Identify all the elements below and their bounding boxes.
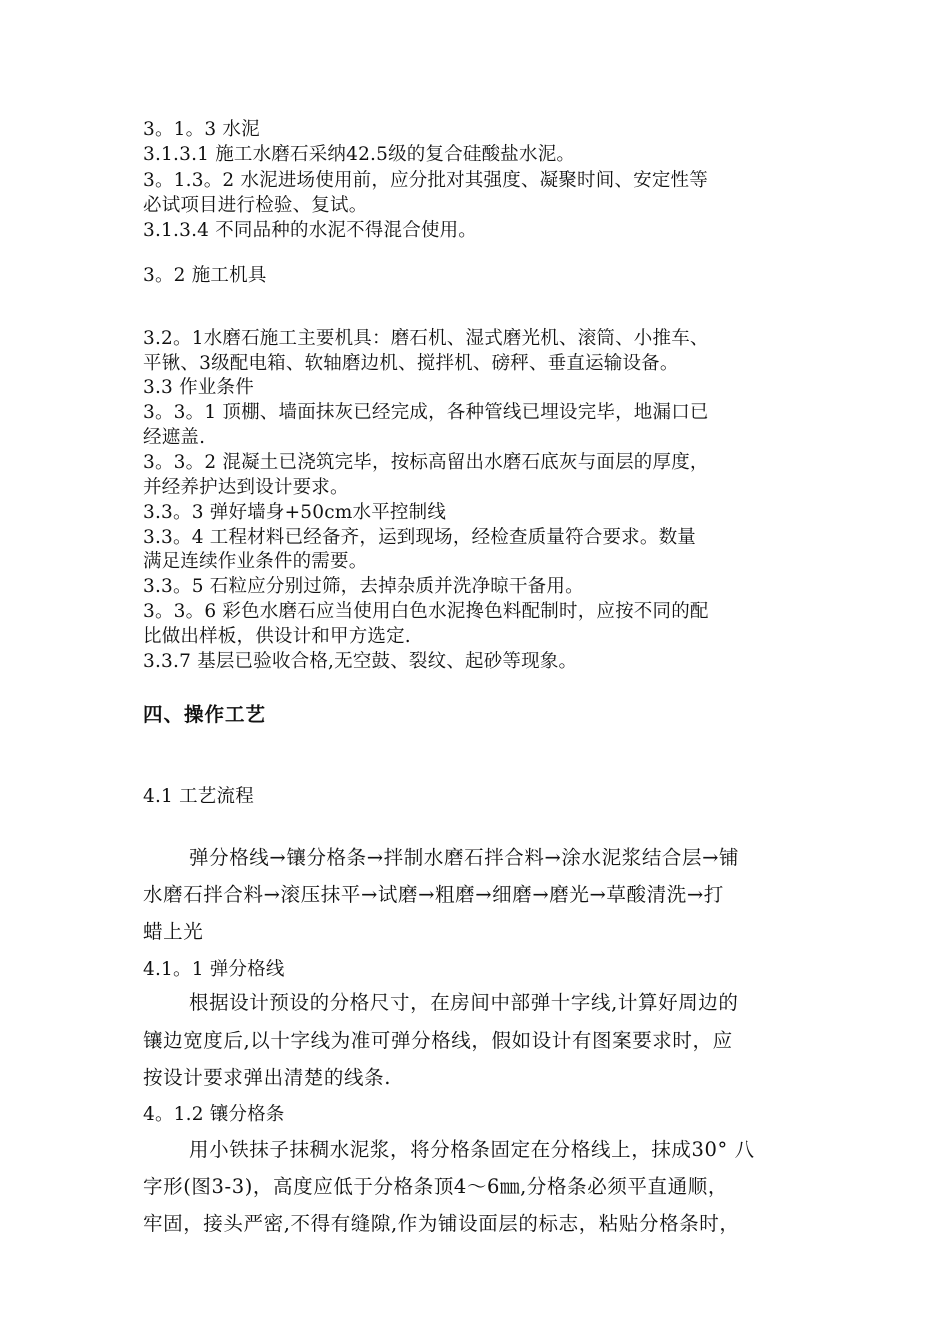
section-4-1-1-line1: 根据设计预设的分格尺寸，在房间中部弹十字线,计算好周边的	[189, 991, 739, 1014]
section-3-2-1-line1: 3.2。1水磨石施工主要机具：磨石机、湿式磨光机、滚筒、小推车、	[143, 328, 709, 349]
section-3-3-6-line1: 3。3。6 彩色水磨石应当使用白色水泥搀色料配制时，应按不同的配	[143, 601, 709, 622]
section-3-3-2-line1: 3。3。2 混凝土已浇筑完毕，按标高留出水磨石底灰与面层的厚度，	[143, 452, 709, 473]
section-3-3-1-line2: 经遮盖.	[143, 427, 206, 448]
section-3-3-6-line2: 比做出样板，供设计和甲方选定.	[143, 626, 411, 647]
section-4-1-1-line3: 按设计要求弹出清楚的线条.	[143, 1066, 391, 1089]
section-3-3-4-line1: 3.3。4 工程材料已经备齐，运到现场，经检查质量符合要求。数量	[143, 527, 696, 548]
flow-line-2: 水磨石拌合料→滚压抹平→试磨→粗磨→细磨→磨光→草酸清洗→打	[143, 883, 724, 906]
section-4-1-2-title: 4。1.2 镶分格条	[143, 1104, 285, 1125]
section-3-1-3-title: 3。1。3 水泥	[143, 119, 260, 140]
section-4-1-2-line2: 字形(图3-3)，高度应低于分格条顶4～6㎜,分格条必须平直通顺，	[143, 1175, 728, 1198]
section-3-1-3-4: 3.1.3.4 不同品种的水泥不得混合使用。	[143, 220, 478, 241]
flow-line-3: 蜡上光	[143, 920, 204, 943]
section-3-1-3-1: 3.1.3.1 施工水磨石采纳42.5级的复合硅酸盐水泥。	[143, 144, 576, 165]
section-3-3-5: 3.3。5 石粒应分别过筛，去掉杂质并洗净晾干备用。	[143, 576, 584, 597]
section-3-3-4-line2: 满足连续作业条件的需要。	[143, 551, 368, 572]
flow-line-1: 弹分格线→镶分格条→拌制水磨石拌合料→涂水泥浆结合层→铺	[189, 846, 740, 869]
section-3-3-7: 3.3.7 基层已验收合格,无空鼓、裂纹、起砂等现象。	[143, 651, 578, 672]
section-3-2-1-line2: 平锹、3级配电箱、软轴磨边机、搅拌机、磅秤、垂直运输设备。	[143, 353, 679, 374]
section-3-3-title: 3.3 作业条件	[143, 377, 254, 398]
section-4-1-2-line3: 牢固，接头严密,不得有缝隙,作为铺设面层的标志，粘贴分格条时，	[143, 1212, 740, 1235]
section-3-3-1-line1: 3。3。1 顶棚、墙面抹灰已经完成，各种管线已埋设完毕，地漏口已	[143, 402, 709, 423]
section-3-1-3-2-line1: 3。1.3。2 水泥进场使用前，应分批对其强度、凝聚时间、安定性等	[143, 170, 708, 191]
chapter-4-heading: 四、操作工艺	[143, 703, 267, 726]
section-3-3-2-line2: 并经养护达到设计要求。	[143, 477, 349, 498]
section-4-1-title: 4.1 工艺流程	[143, 786, 254, 807]
section-4-1-1-line2: 镶边宽度后,以十字线为准可弹分格线，假如设计有图案要求时，应	[143, 1029, 733, 1052]
section-3-2-title: 3。2 施工机具	[143, 265, 267, 286]
section-4-1-1-title: 4.1。1 弹分格线	[143, 959, 285, 980]
section-3-3-3: 3.3。3 弹好墙身+50cm水平控制线	[143, 502, 447, 523]
section-3-1-3-2-line2: 必试项目进行检验、复试。	[143, 195, 368, 216]
section-4-1-2-line1: 用小铁抹子抹稠水泥浆，将分格条固定在分格线上，抹成30° 八	[189, 1138, 755, 1161]
